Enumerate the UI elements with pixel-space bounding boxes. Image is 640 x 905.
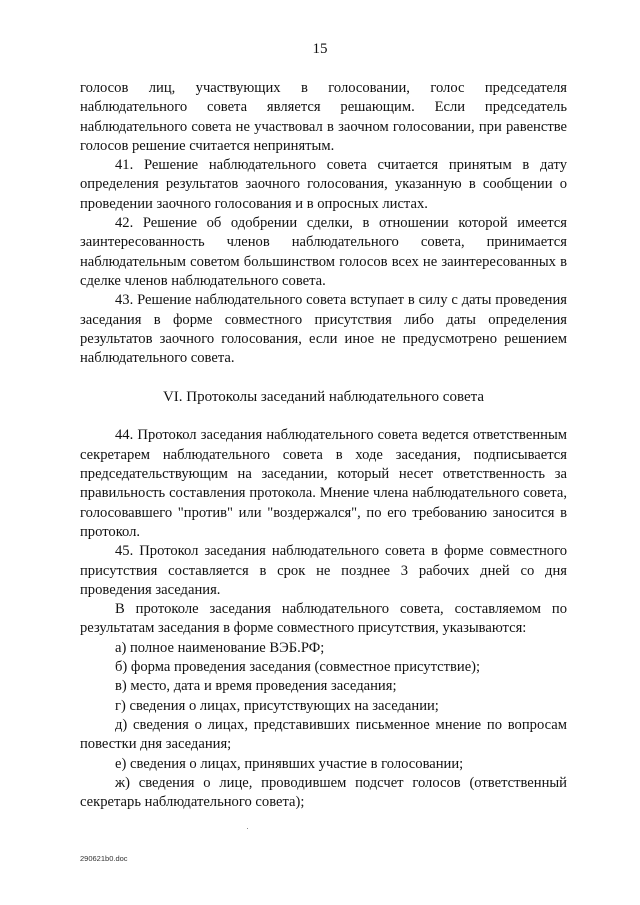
document-body xyxy=(80,79,567,812)
paragraph-45: 45. Протокол заседания наблюдательного совета в форме совместного присутствия составляется в срок не позднее 3 рабочих дней со дня проведения заседания. xyxy=(80,543,567,598)
paragraph-41: 41. Решение наблюдательного совета считается принятым в дату определения результатов заочного голосования, указанную в сообщении о проведении заочного голосования и в опросных листах. xyxy=(80,157,567,212)
list-item-b: б) форма проведения заседания (совместное присутствие); xyxy=(115,659,481,676)
list-item-g: г) сведения о лицах, присутствующих на заседании; xyxy=(115,697,439,714)
paragraph-42: 42. Решение об одобрении сделки, в отношении которой имеется заинтересованность членов наблюдательного совета, принимается наблюдательным советом большинством голосов всех не заинтересованных в сделке членов наблюдательного совета. xyxy=(80,215,567,289)
paragraph-list-intro: В протоколе заседания наблюдательного совета, составляемом по результатам заседания в форме совместного присутствия, указываются: xyxy=(80,601,567,637)
section-heading: VI. Протоколы заседаний наблюдательного совета xyxy=(162,389,485,406)
footer-filename: 290621b0.doc xyxy=(80,854,128,863)
paragraph-44: 44. Протокол заседания наблюдательного совета ведется ответственным секретарем наблюдательного совета в ходе заседания, подписывается председательствующим на заседании, который несет ответственность за правильность составления протокола. Мнение члена наблюдательного совета, голосовавшего "против" или "воздержался", по его требованию заносится в протокол. xyxy=(80,427,567,540)
list-item-e: е) сведения о лицах, принявших участие в голосовании; xyxy=(115,755,464,772)
spacer xyxy=(80,368,567,388)
paragraph-43: 43. Решение наблюдательного совета вступает в силу с даты проведения заседания в форме совместного присутствия либо даты определения результатов заочного голосования, если иное не предусмотрено решением наблюдательного совета. xyxy=(80,292,567,367)
list-item-v: в) место, дата и время проведения заседания; xyxy=(115,678,397,695)
paragraph-continuation: голосов лиц, участвующих в голосовании, голос председателя наблюдательного совета является решающим. Если председатель наблюдательного совета не участвовал в заочном голосовании, при равенстве голосов решение считается непринятым. xyxy=(80,80,567,154)
list-item-a: а) полное наименование ВЭБ.РФ; xyxy=(115,639,325,656)
list-item-d: д) сведения о лицах, представивших письменное мнение по вопросам повестки дня заседания; xyxy=(80,716,567,753)
list-item-zh: ж) сведения о лице, проводившем подсчет голосов (ответственный секретарь наблюдательного совета); xyxy=(80,774,567,811)
scan-artifact xyxy=(247,828,248,829)
page-number: 15 xyxy=(312,41,328,57)
spacer xyxy=(80,407,567,426)
